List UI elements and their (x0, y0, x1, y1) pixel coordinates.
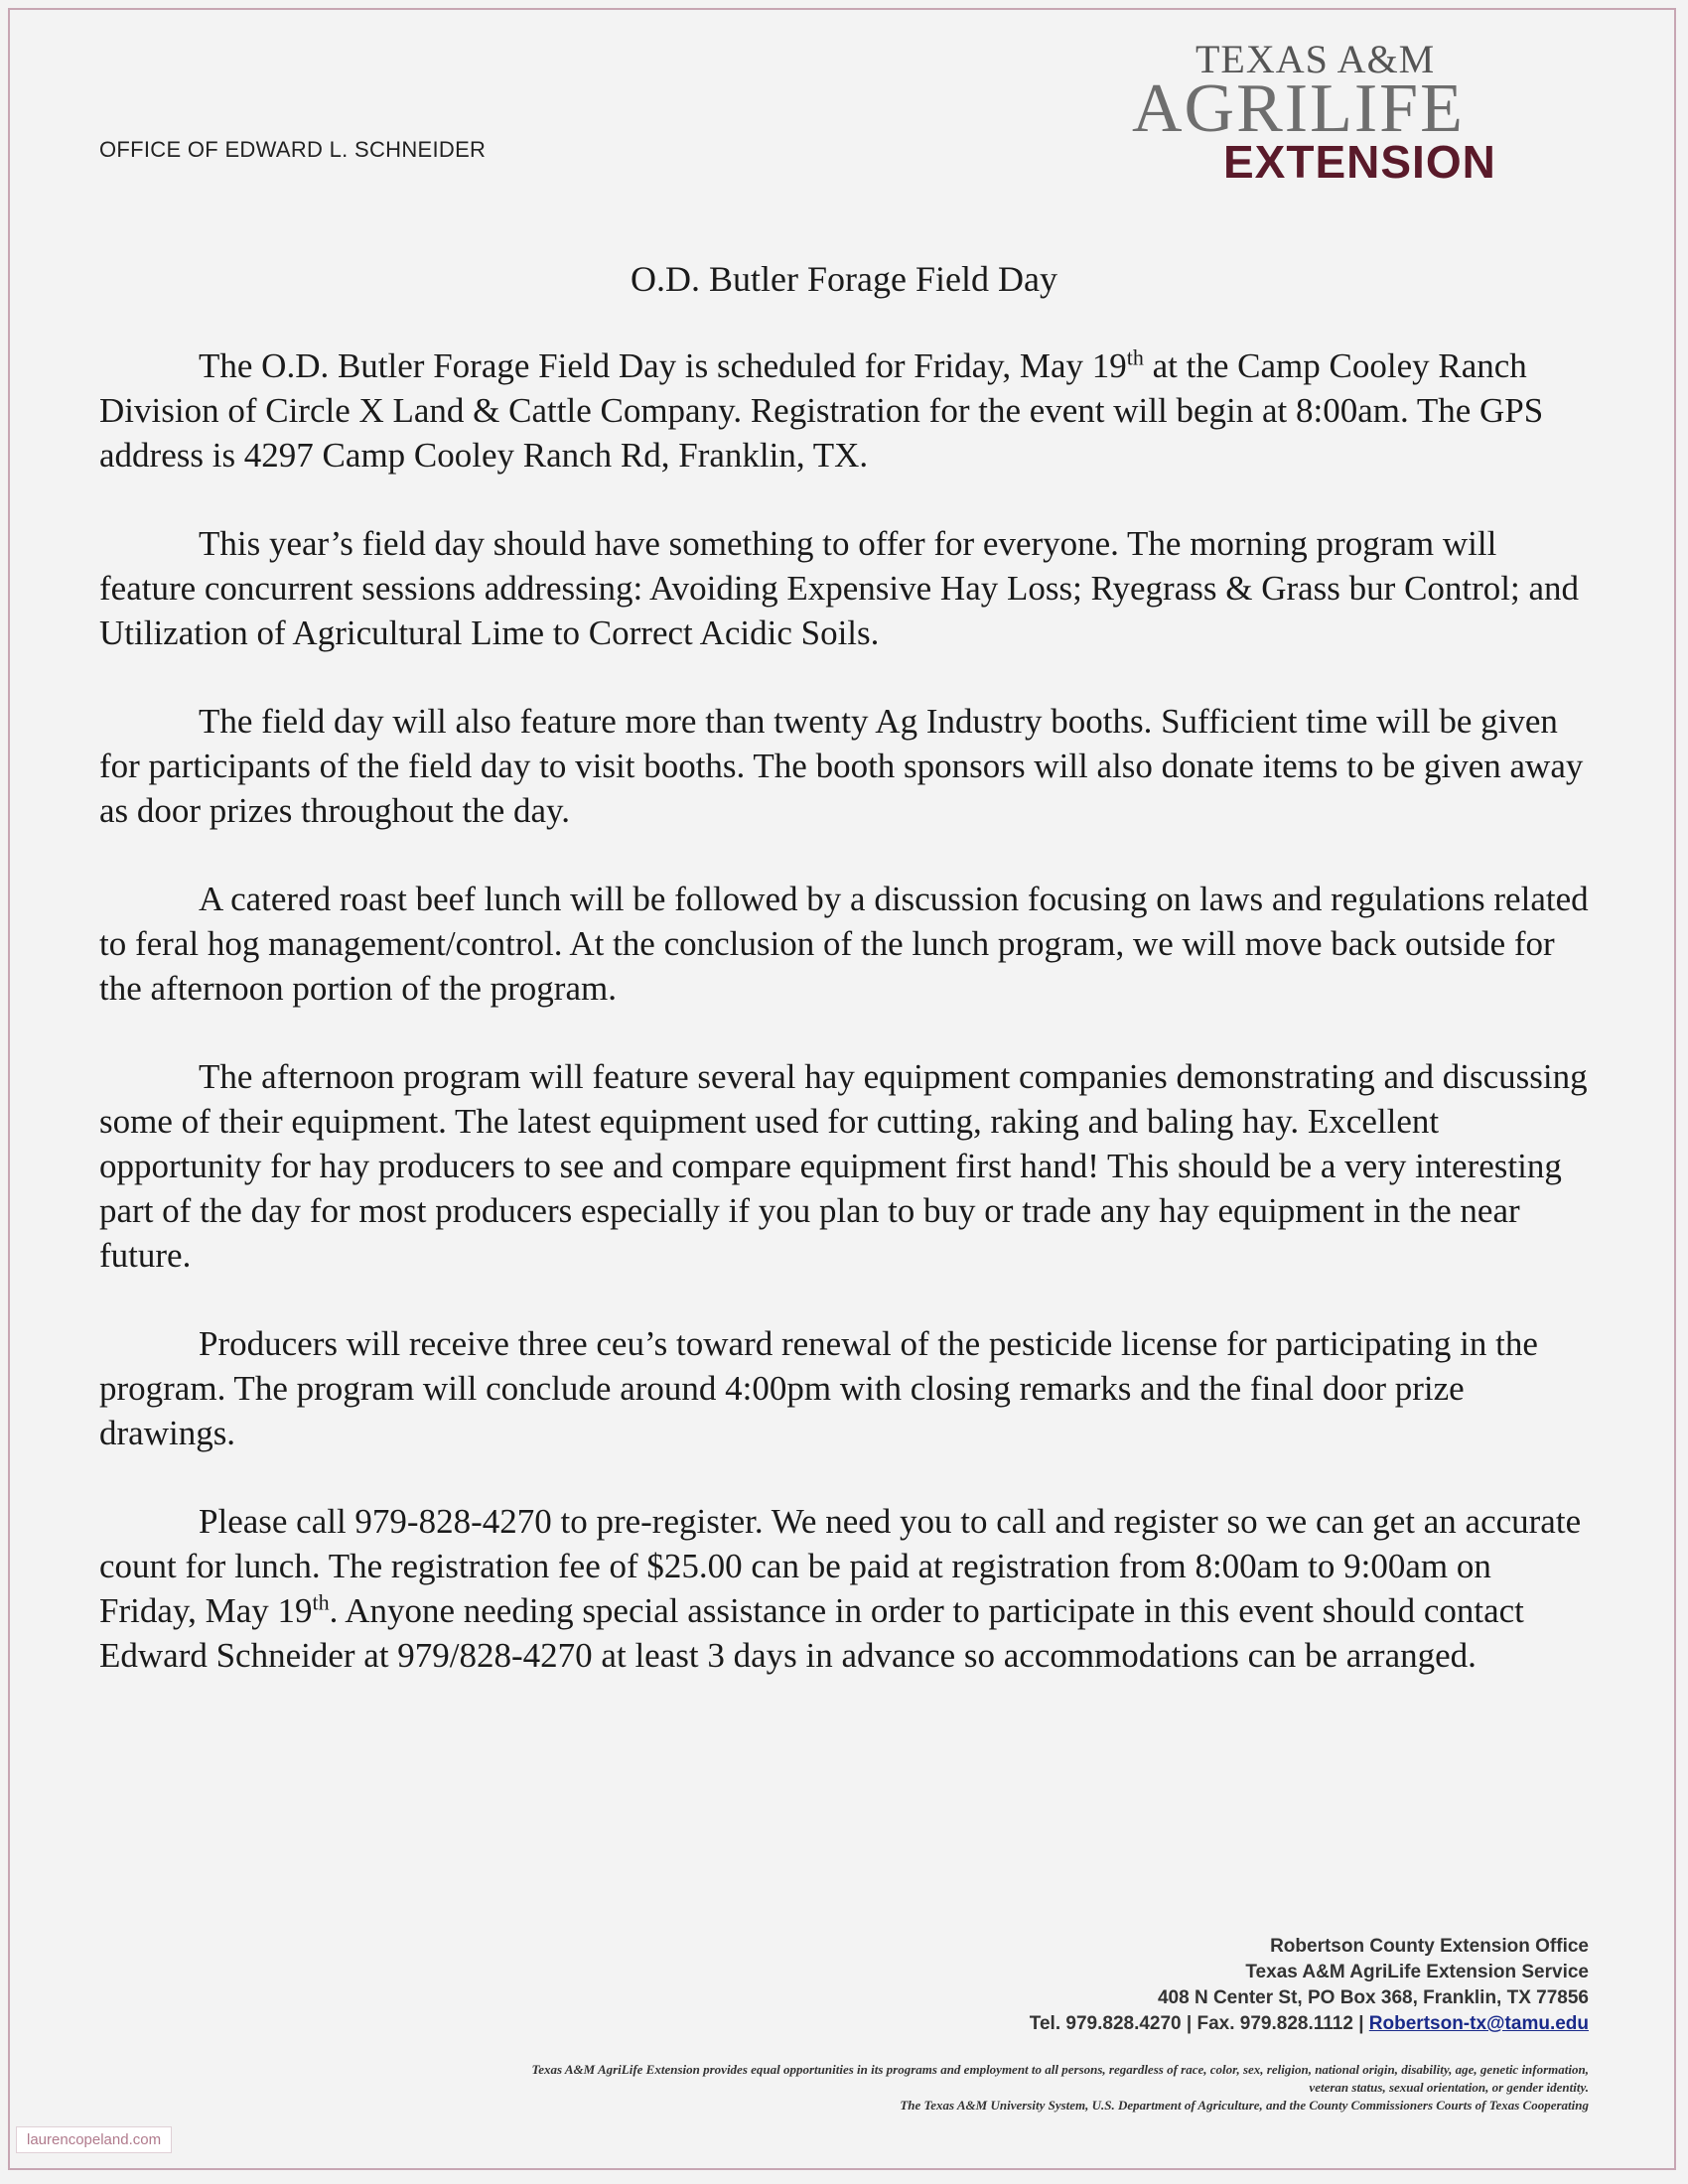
watermark-label: laurencopeland.com (16, 2126, 172, 2153)
paragraph-registration: Please call 979-828-4270 to pre-register. We need you to call and register so we can get an accurate count for lunch. The registration fee of $25.00 can be paid at registration from 8:00am to 9:00am on Friday, May 19th. Anyone needing special assistance in order to participate in this event should contact Edward Schneider at 979/828-4270 at least 3 days in advance so accommodations can be arranged. (99, 1502, 1582, 1675)
footer-contact: Tel. 979.828.4270 | Fax. 979.828.1112 | Robertson-tx@tamu.edu (1029, 2013, 1589, 2034)
equal-opportunity-statement: Texas A&M AgriLife Extension provides equal opportunities in its programs and employment to all persons, regardless of race, color, sex, religion, national origin, disability, age, genetic information, veteran status, sexual orientation, or gender identity. The Texas A&M University System, U.S. Department of Agriculture, and the County Commissioners Courts of Texas Cooperating (531, 2062, 1589, 2113)
logo-line-texas-am: TEXAS A&M (1196, 37, 1436, 81)
paragraph-ceus: Producers will receive three ceu’s toward renewal of the pesticide license for participating in the program. The program will conclude around 4:00pm with closing remarks and the final door prize drawings. (99, 1324, 1538, 1452)
logo-line-agrilife: AGRILIFE (1132, 70, 1465, 147)
footer-address-block (1030, 1934, 1589, 2037)
paragraph-lunch: A catered roast beef lunch will be followed by a discussion focusing on laws and regulations related to feral hog management/control. At the conclusion of the lunch program, we will move back outside for the afternoon portion of the program. (99, 880, 1589, 1008)
letter-body (99, 343, 1589, 1721)
footer-service: Texas A&M AgriLife Extension Service (1245, 1962, 1589, 1982)
footer-office: Robertson County Extension Office (1270, 1936, 1589, 1957)
footer-address: 408 N Center St, PO Box 368, Franklin, TX 77856 (1157, 1987, 1589, 2008)
email-link[interactable]: Robertson-tx@tamu.edu (1368, 2013, 1589, 2034)
agrilife-logo (1132, 36, 1529, 188)
document-title: O.D. Butler Forage Field Day (631, 259, 1057, 299)
paragraph-booths: The field day will also feature more than twenty Ag Industry booths. Sufficient time will be given for participants of the field day to visit booths. The booth sponsors will also donate items to be given away as door prizes throughout the day. (99, 702, 1584, 830)
office-heading: OFFICE OF EDWARD L. SCHNEIDER (99, 137, 487, 162)
paragraph-morning-program: This year’s field day should have something to offer for everyone. The morning program will feature concurrent sessions addressing: Avoiding Expensive Hay Loss; Ryegrass & Grass bur Control; and Utilization of Agricultural Lime to Correct Acidic Soils. (99, 524, 1580, 652)
paragraph-schedule: The O.D. Butler Forage Field Day is scheduled for Friday, May 19th at the Camp Cooley Ranch Division of Circle X Land & Cattle Company. Registration for the event will begin at 8:00am. The GPS address is 4297 Camp Cooley Ranch Rd, Franklin, TX. (99, 344, 1544, 475)
logo-line-extension: EXTENSION (1223, 136, 1496, 188)
paragraph-afternoon-program: The afternoon program will feature several hay equipment companies demonstrating and discussing some of their equipment. The latest equipment used for cutting, raking and baling hay. Excellent opportunity for hay producers to see and compare equipment first hand! This should be a very interesting part of the day for most producers especially if you plan to buy or trade any hay equipment in the near future. (99, 1057, 1588, 1275)
